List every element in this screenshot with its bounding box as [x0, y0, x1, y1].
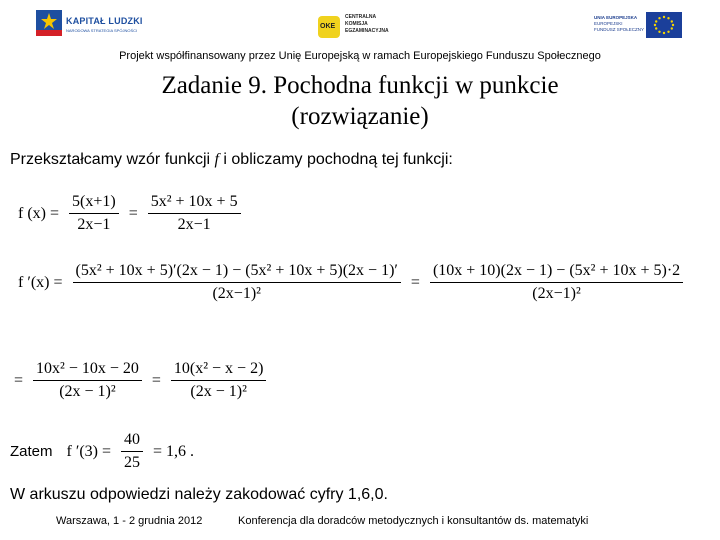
- oke-line-3: EGZAMINACYJNA: [345, 28, 389, 34]
- res-frac2-den: (2x − 1)²: [171, 380, 267, 401]
- res-frac2-num: 10(x² − x − 2): [173, 360, 264, 377]
- oke-line-2: KOMISJA: [345, 21, 368, 27]
- eu-logo: [594, 12, 684, 42]
- fp-frac1-den: (2x−1)²: [73, 282, 401, 303]
- footer-conference: Konferencja dla doradców metodycznych i konsultantów ds. matematyki: [238, 515, 589, 527]
- footer-date: Warszawa, 1 - 2 grudnia 2012: [56, 515, 203, 527]
- f-frac2-den: 2x−1: [148, 213, 241, 234]
- res-eq-1: =: [14, 371, 24, 389]
- kapital-ludzki-title: KAPITAŁ LUDZKI: [66, 16, 143, 26]
- f-frac1-den: 2x−1: [69, 213, 119, 234]
- kapital-ludzki-subtitle: NARODOWA STRATEGIA SPÓJNOŚCI: [66, 28, 138, 33]
- eu-line-3: FUNDUSZ SPOŁECZNY: [594, 27, 645, 32]
- eu-line-2: EUROPEJSKI: [594, 21, 623, 26]
- res-frac1-den: (2x − 1)²: [33, 380, 142, 401]
- slide-title-line-1: Zadanie 9. Pochodna funkcji w punkcie: [161, 72, 559, 99]
- f-fraction-1: [69, 193, 119, 234]
- oke-name: [345, 14, 389, 35]
- f-frac1-num: 5(x+1): [72, 193, 116, 210]
- f-fraction-2: [148, 193, 241, 234]
- fp-lhs: f ′(x) =: [18, 273, 63, 291]
- zatem-den: 25: [121, 451, 143, 472]
- answer-instruction: W arkuszu odpowiedzi należy zakodować cyfry 1,6,0.: [10, 486, 388, 503]
- final-value: [10, 431, 198, 472]
- project-note: Projekt współfinansowany przez Unię Europejską w ramach Europejskiego Funduszu Społecznego: [119, 50, 601, 62]
- res-frac1-num: 10x² − 10x − 20: [36, 360, 139, 377]
- fp-op: =: [410, 273, 420, 291]
- oke-badge-icon: [318, 16, 340, 38]
- fp-frac1-num: (5x² + 10x + 5)′(2x − 1) − (5x² + 10x + 5)(2x − 1)′: [75, 262, 398, 279]
- zatem-lhs: f ′(3) =: [66, 442, 112, 460]
- oke-badge-text: OKE: [320, 23, 336, 30]
- f-op: =: [128, 204, 138, 222]
- zatem-num: 40: [124, 431, 141, 448]
- oke-logo: [318, 14, 410, 42]
- f-lhs: f (x) =: [18, 204, 60, 222]
- intro-after: i obliczamy pochodną tej funkcji:: [223, 151, 453, 168]
- oke-line-1: CENTRALNA: [345, 14, 377, 20]
- res-fraction-1: [33, 360, 142, 401]
- derivative-result: [10, 360, 268, 401]
- f-frac2-num: 5x² + 10x + 5: [150, 193, 238, 210]
- zatem-label: Zatem: [10, 443, 53, 460]
- derivative-formula: [14, 262, 685, 303]
- function-definition: [14, 193, 243, 234]
- slide-title-line-2: (rozwiązanie): [291, 103, 429, 130]
- res-fraction-2: [171, 360, 267, 401]
- fp-frac2-num: (10x + 10)(2x − 1) − (5x² + 10x + 5)·2: [432, 262, 681, 279]
- res-eq-2: =: [151, 371, 161, 389]
- eu-text: [594, 15, 644, 33]
- kapital-ludzki-logo: [36, 10, 166, 42]
- zatem-rhs: = 1,6 .: [153, 442, 195, 460]
- intro-text: [10, 151, 453, 169]
- fp-frac2-den: (2x−1)²: [430, 282, 683, 303]
- eu-line-1: UNIA EUROPEJSKA: [594, 15, 638, 20]
- fp-fraction-1: [73, 262, 401, 303]
- zatem-fraction: [121, 431, 143, 472]
- intro-symbol: f: [214, 151, 219, 168]
- intro-before: Przekształcamy wzór funkcji: [10, 151, 211, 168]
- slide-title: [60, 70, 660, 132]
- eu-flag-icon: [646, 12, 682, 38]
- fp-fraction-2: [430, 262, 683, 303]
- kapital-ludzki-emblem-icon: [36, 10, 62, 36]
